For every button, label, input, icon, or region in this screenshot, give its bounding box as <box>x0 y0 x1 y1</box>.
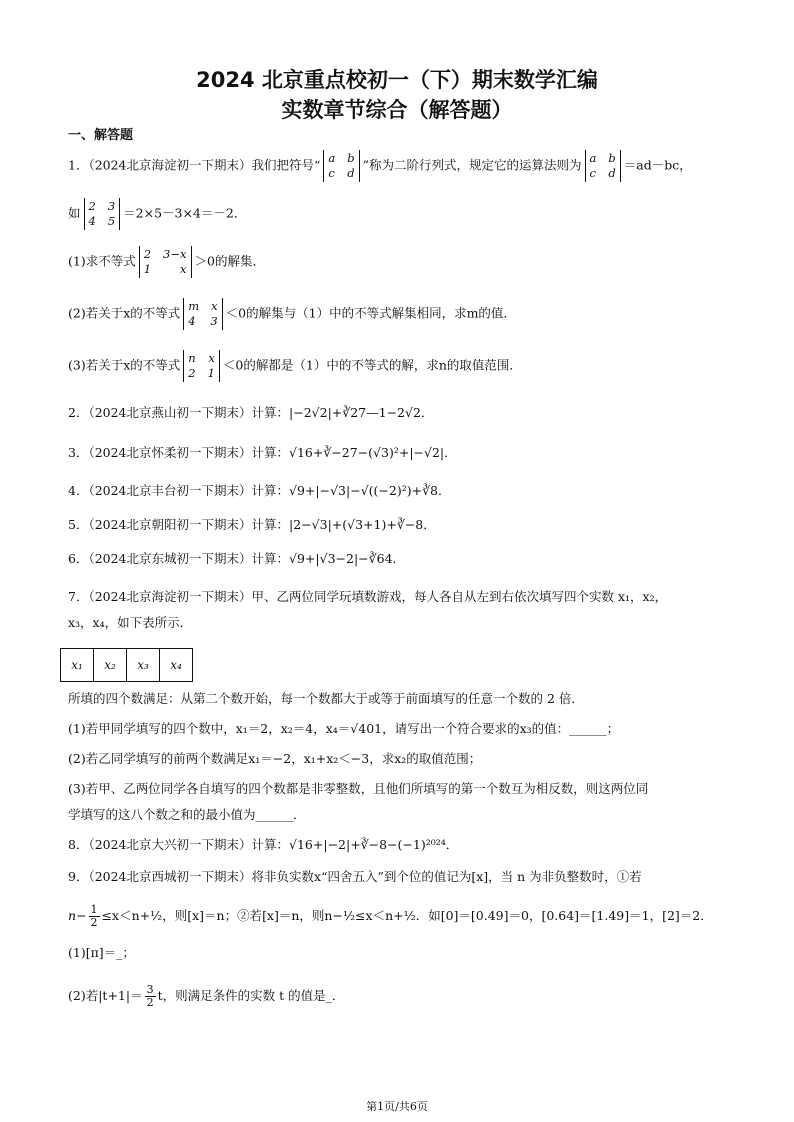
det-symbol: a b c d <box>323 150 359 182</box>
q7-line4: (1)若甲同学填写的四个数中，x₁＝2，x₂＝4，x₄＝√401，请写出一个符合要求的x₃的值：______； <box>68 721 620 736</box>
q7-line2: x₃，x₄，如下表所示． <box>68 615 193 630</box>
q1-line1: 1．（2024北京海淀初一下期末）我们把符号“ a b c d ”称为二阶行列式，规定它的运算法则为 a b c d ＝ad－bc， <box>68 151 692 180</box>
page-subtitle: 实数章节综合（解答题） <box>281 98 513 122</box>
q1-example: 如 2 3 4 5 ＝2×5－3×4＝－2． <box>68 199 247 228</box>
q1-part2: (2)若关于x的不等式 m x 4 3 ＜0的解集与（1）中的不等式解集相同，求m的值． <box>68 299 516 328</box>
page-number: 第1页/共6页 <box>366 1100 428 1113</box>
q9-line1: 9．（2024北京西城初一下期末）将非负实数x“四舍五入”到个位的值记为[x]，当 n 为非负整数时，①若 <box>68 869 642 884</box>
table-cell: x₁ <box>61 649 94 681</box>
section-heading: 一、解答题 <box>68 128 134 143</box>
q7-fill-table <box>60 648 193 682</box>
q8: 8．（2024北京大兴初一下期末）计算：√16+|−2|+∛−8−(−1)²⁰²⁴． <box>68 837 459 852</box>
q9-line2: n− $\frac{1}{2}$ ≤x＜n+½，则[x]＝n；②若[x]＝n，则n−½≤x＜n+½．如[0]＝[0.49]＝0，[0.64]＝[1.49]＝1，[2]＝2． <box>68 903 713 929</box>
page-title: 2024 北京重点校初一（下）期末数学汇编 <box>196 68 598 92</box>
q6: 6．（2024北京东城初一下期末）计算：√9+|√3−2|−∛64． <box>68 551 406 566</box>
q7-line5: (2)若乙同学填写的前两个数满足x₁＝−2，x₁+x₂＜−3，求x₂的取值范围； <box>68 751 482 766</box>
table-cell: x₄ <box>170 658 182 672</box>
q4: 4．（2024北京丰台初一下期末）计算：√9+|−√3|−√((−2)²)+∛8． <box>68 483 451 498</box>
q7-line7: 学填写的这八个数之和的最小值为______． <box>68 807 306 822</box>
table-cell: x₂ <box>94 649 127 681</box>
q1-part1: (1)求不等式 2 3−x 1 x ＞0的解集． <box>68 247 265 276</box>
q5: 5．（2024北京朝阳初一下期末）计算：|2−√3|+(√3+1)+∛−8． <box>68 517 436 532</box>
q9-part1: (1)[π]＝_； <box>68 945 135 960</box>
q7-line6: (3)若甲、乙两位同学各自填写的四个数都是非零整数，且他们所填写的第一个数互为相反数，则这两位同 <box>68 781 649 796</box>
q1-part3: (3)若关于x的不等式 n x 2 1 ＜0的解都是（1）中的不等式的解，求n的取值范围． <box>68 351 522 380</box>
q9-part2: (2)若|t+1|＝ $\frac{3}{2}$ t，则满足条件的实数 t 的值是_． <box>68 983 345 1009</box>
det-rule: a b c d <box>585 150 621 182</box>
q3: 3．（2024北京怀柔初一下期末）计算：√16+∛−27−(√3)²+|−√2|． <box>68 445 457 460</box>
table-cell: x₃ <box>127 649 160 681</box>
q7-line3: 所填的四个数满足：从第二个数开始，每一个数都大于或等于前面填写的任意一个数的 2 倍． <box>68 691 584 706</box>
q7-line1: 7．（2024北京海淀初一下期末）甲、乙两位同学玩填数游戏，每人各自从左到右依次填写四个实数 x₁，x₂， <box>68 589 668 604</box>
q2: 2．（2024北京燕山初一下期末）计算：|−2√2|+∛27—1−2√2． <box>68 405 434 420</box>
